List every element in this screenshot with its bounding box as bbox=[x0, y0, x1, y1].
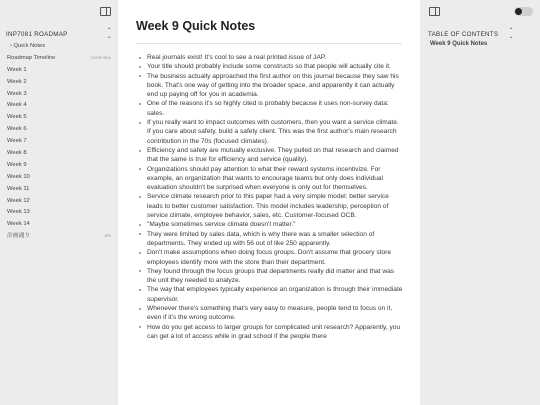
page-title: Week 9 Quick Notes bbox=[136, 19, 256, 33]
sidebar-item-label: 計画通り bbox=[7, 233, 31, 240]
note-item: Real journals exist! It's cool to see a real printed issue of JAP. bbox=[136, 53, 404, 62]
nav-header-title: INP7081 ROADMAP bbox=[6, 30, 68, 38]
toc-header[interactable] bbox=[428, 28, 514, 40]
sidebar-toggle-icon[interactable] bbox=[100, 7, 111, 16]
note-item: If you really want to impact outcomes with customers, then you want a service climate. If you care about safety, build a safety client. This was the first author's main research contribution in the 70s (focused climates). bbox=[136, 118, 404, 146]
sidebar-item-label: Week 8 bbox=[7, 150, 27, 157]
sidebar-item[interactable] bbox=[7, 136, 111, 148]
sidebar-item-label: Week 14 bbox=[7, 221, 30, 228]
content-area bbox=[118, 0, 420, 405]
sidebar-item[interactable] bbox=[7, 219, 111, 231]
nav-header[interactable] bbox=[6, 28, 112, 40]
sidebar-item[interactable] bbox=[7, 100, 111, 112]
sidebar-item-label: Week 4 bbox=[7, 102, 27, 109]
note-item: The business actually approached the first author on this journal because they saw his book. That's one way of getting into the broader space, and apparently it can actually end up paying off for you in academia. bbox=[136, 72, 404, 100]
chevron-up-down-icon: ⌃ ⌄ bbox=[508, 28, 514, 40]
sidebar-item[interactable] bbox=[7, 231, 111, 243]
note-item: One of the reasons it's so highly cited is probably because it uses non-survey data: sales. bbox=[136, 99, 404, 118]
right-sidebar bbox=[420, 0, 540, 405]
note-item: They found through the focus groups that departments really did matter and that was the unit they needed to analyze. bbox=[136, 267, 404, 286]
sidebar-item-label: Week 1 bbox=[7, 66, 27, 73]
sidebar-item-label: Week 9 bbox=[7, 161, 27, 168]
sidebar-item[interactable] bbox=[7, 124, 111, 136]
sidebar-item-label: Week 5 bbox=[7, 114, 27, 121]
sidebar-item[interactable] bbox=[7, 77, 111, 89]
toggle-knob bbox=[515, 8, 522, 15]
sidebar-item-badge: OVERVIEW bbox=[90, 55, 111, 60]
notes-list bbox=[136, 53, 404, 341]
sidebar-item[interactable] bbox=[7, 184, 111, 196]
sidebar-item[interactable] bbox=[7, 89, 111, 101]
sidebar-item-label: Week 10 bbox=[7, 173, 30, 180]
nav-list bbox=[7, 41, 111, 243]
note-item: How do you get access to larger groups for complicated unit research? Apparently, you can get a lot of access while in grad school if the people there bbox=[136, 323, 404, 342]
sidebar-item[interactable] bbox=[7, 160, 111, 172]
toc-item[interactable]: Week 9 Quick Notes bbox=[430, 41, 488, 47]
sidebar-item-label: Week 6 bbox=[7, 126, 27, 133]
sidebar-item-label: Week 3 bbox=[7, 90, 27, 97]
note-item: The way that employees typically experience an organization is through their immediate supervisor. bbox=[136, 285, 404, 304]
title-divider bbox=[136, 43, 402, 44]
toc-header-title: TABLE OF CONTENTS bbox=[428, 30, 499, 38]
sidebar-item-label: Roadmap Timeline bbox=[7, 54, 56, 61]
note-item: Your title should probably include some constructs so that people will actually cite it. bbox=[136, 62, 404, 71]
note-item: Don't make assumptions when doing focus groups. Don't assume that grocery store employees identify more with the store than their department. bbox=[136, 248, 404, 267]
sidebar-item-label: Week 7 bbox=[7, 138, 27, 145]
note-item: "Maybe sometimes service climate doesn't matter." bbox=[136, 220, 404, 229]
sidebar-item[interactable] bbox=[7, 53, 111, 65]
sidebar-item[interactable] bbox=[7, 196, 111, 208]
sidebar-item[interactable] bbox=[7, 112, 111, 124]
note-item: Efficiency and safety are mutually exclusive. They pulled on that research and claimed that the same is true for efficiency and service (quality). bbox=[136, 146, 404, 165]
sidebar-toggle-icon[interactable] bbox=[429, 7, 440, 16]
note-item: They were limited by sales data, which is why there was a smaller selection of departments. They ended up with 56 out of like 250 apparently. bbox=[136, 230, 404, 249]
dark-mode-toggle[interactable] bbox=[514, 7, 533, 16]
sidebar-item[interactable] bbox=[7, 148, 111, 160]
sidebar-item-label: › Quick Notes bbox=[10, 43, 46, 49]
sidebar-item-label: Week 13 bbox=[7, 209, 30, 216]
sidebar-item[interactable] bbox=[7, 207, 111, 219]
sidebar-item[interactable] bbox=[7, 65, 111, 77]
sidebar-item[interactable] bbox=[7, 172, 111, 184]
sidebar-item-label: Week 12 bbox=[7, 197, 30, 204]
sidebar-item-label: Week 11 bbox=[7, 185, 30, 192]
note-item: Service climate research prior to this paper had a very simple model: better service leads to better customer satisfaction. This model includes leadership, perception of service climate, employee behavior, sales, etc. Customer-focused OCB. bbox=[136, 192, 404, 220]
note-item: Whenever there's something that's very easy to measure, people tend to focus on it, even if it's the wrong outcome. bbox=[136, 304, 404, 323]
sidebar-item-badge: JPN bbox=[103, 234, 111, 239]
left-sidebar bbox=[0, 0, 118, 405]
sidebar-item-label: Week 2 bbox=[7, 78, 27, 85]
chevron-up-down-icon: ⌃ ⌄ bbox=[106, 28, 112, 40]
sidebar-item[interactable] bbox=[7, 41, 111, 53]
note-item: Organizations should pay attention to what their reward systems incentivize. For example, an organization that wants to encourage teams but only does individual evaluation shouldn't be surprised when everyone is only out for themselves. bbox=[136, 165, 404, 193]
